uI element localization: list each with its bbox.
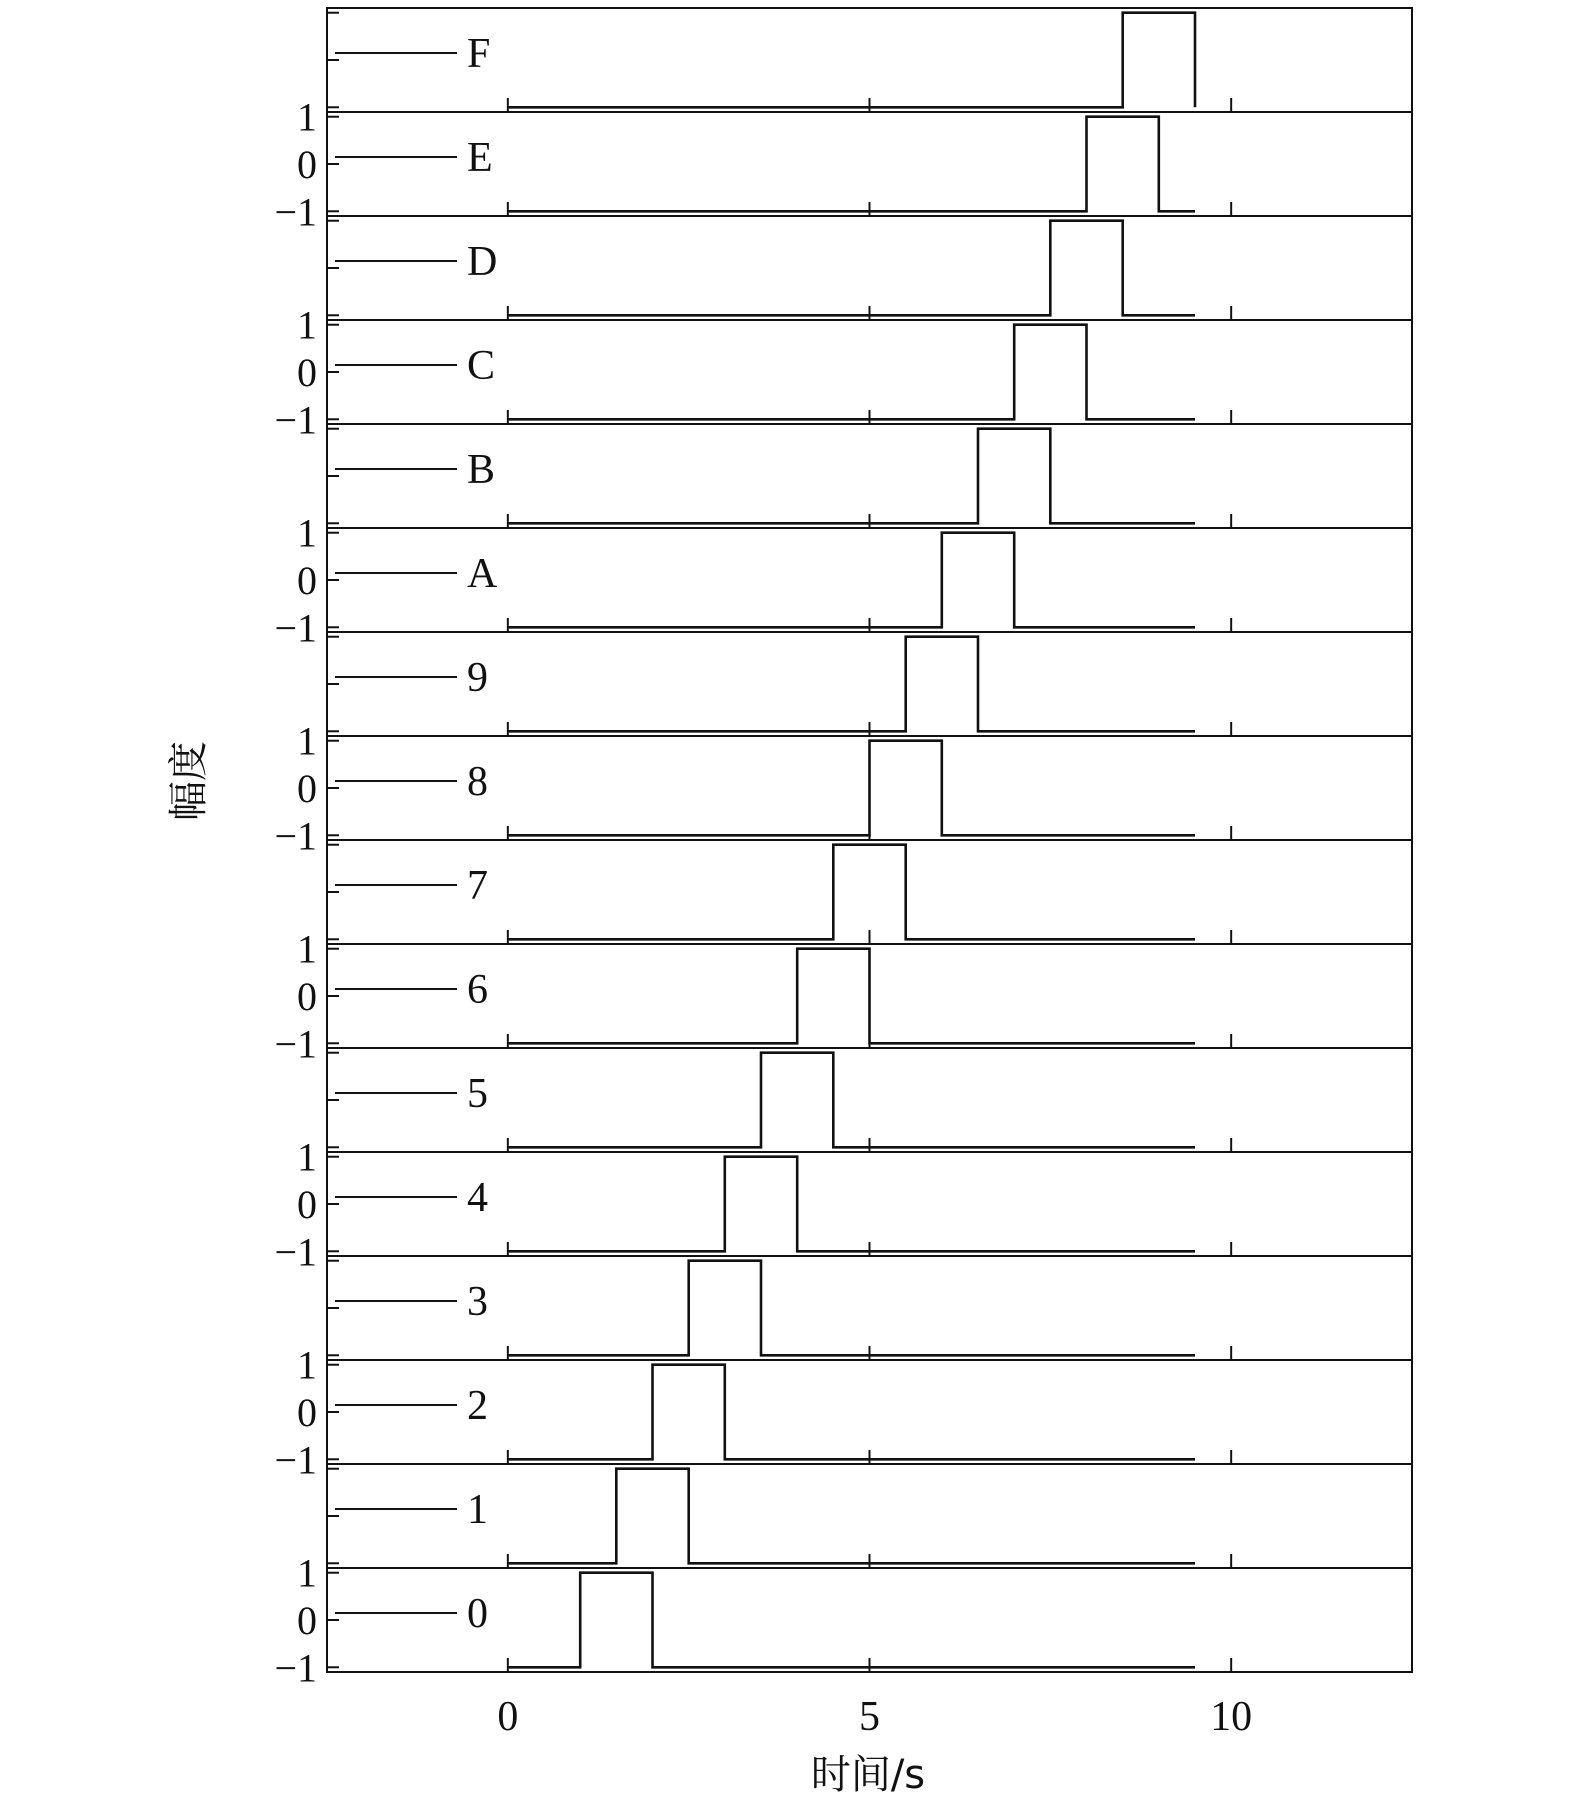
series-line-E [508, 117, 1195, 212]
y-tick-label: 1 [297, 718, 317, 764]
legend-label: 1 [467, 1487, 488, 1533]
legend-label: D [467, 239, 498, 285]
y-tick-label: −1 [274, 605, 317, 651]
panel-C [274, 303, 1412, 443]
series-line-4 [508, 1157, 1195, 1252]
y-tick-label: −1 [274, 1645, 317, 1691]
y-tick-label: 1 [297, 94, 317, 140]
y-tick-label: 0 [297, 1390, 317, 1435]
series-line-5 [508, 1053, 1195, 1148]
panel-B [327, 424, 1412, 528]
y-tick-label: 0 [297, 974, 317, 1019]
x-axis-label: 时间/s [810, 1752, 926, 1798]
panel-5 [327, 1048, 1412, 1152]
panel-3 [327, 1256, 1412, 1360]
y-tick-label: 0 [297, 142, 317, 187]
panel-F [327, 8, 1412, 112]
series-line-F [508, 13, 1195, 108]
series-line-A [508, 533, 1195, 628]
y-tick-label: 1 [297, 510, 317, 556]
series-line-7 [508, 845, 1195, 940]
panels-group [274, 8, 1412, 1690]
panel-2 [274, 1343, 1412, 1483]
panel-7 [327, 840, 1412, 944]
panel-8 [274, 719, 1412, 859]
panel-D [327, 216, 1412, 320]
legend-label: 2 [467, 1383, 488, 1429]
y-axis-label: 幅度 [166, 741, 212, 821]
legend-label: E [467, 135, 493, 181]
y-tick-label: 0 [297, 558, 317, 603]
series-line-1 [508, 1469, 1195, 1564]
x-tick-label: 5 [859, 1694, 880, 1740]
legend-label: 4 [467, 1175, 488, 1221]
series-line-B [508, 429, 1195, 524]
series-line-3 [508, 1261, 1195, 1356]
panel-1 [327, 1464, 1412, 1568]
panel-frame [327, 840, 1412, 944]
legend-label: 3 [467, 1279, 488, 1325]
panel-0 [274, 1551, 1412, 1691]
x-tick-label: 0 [497, 1694, 519, 1740]
y-tick-label: 1 [297, 1550, 317, 1596]
y-tick-label: −1 [274, 1021, 317, 1067]
panel-frame [327, 1152, 1412, 1256]
legend-label: B [467, 447, 496, 493]
panel-E [274, 95, 1412, 235]
y-tick-label: −1 [274, 189, 317, 235]
panel-4 [274, 1135, 1412, 1275]
y-tick-label: 1 [297, 926, 317, 972]
legend-label: 7 [467, 863, 488, 909]
series-line-9 [508, 637, 1195, 732]
series-line-2 [508, 1365, 1195, 1460]
series-line-8 [508, 741, 1195, 836]
panel-frame [327, 1256, 1412, 1360]
panel-frame [327, 632, 1412, 736]
legend-label: C [467, 343, 496, 389]
x-tick-label: 10 [1210, 1694, 1253, 1740]
legend-label: A [467, 551, 498, 597]
y-tick-label: 1 [297, 1134, 317, 1180]
panel-frame [327, 1360, 1412, 1464]
x-axis [497, 1694, 1252, 1740]
y-tick-label: −1 [274, 1437, 317, 1483]
y-tick-label: 1 [297, 1342, 317, 1388]
legend-label: 5 [467, 1071, 488, 1117]
legend-label: F [467, 31, 491, 77]
series-line-C [508, 325, 1195, 420]
y-tick-label: 0 [297, 1182, 317, 1227]
series-line-6 [508, 949, 1195, 1044]
y-tick-label: 1 [297, 302, 317, 348]
panel-A [274, 511, 1412, 651]
y-tick-label: 0 [297, 766, 317, 811]
panel-frame [327, 1048, 1412, 1152]
y-tick-label: −1 [274, 1229, 317, 1275]
panel-6 [274, 927, 1412, 1067]
legend-label: 0 [467, 1591, 488, 1637]
series-line-0 [508, 1573, 1195, 1668]
y-tick-label: −1 [274, 813, 317, 859]
panel-frame [327, 1464, 1412, 1568]
panel-frame [327, 1568, 1412, 1672]
legend-label: 8 [467, 759, 488, 805]
legend-label: 6 [467, 967, 488, 1013]
y-tick-label: 0 [297, 1598, 317, 1643]
y-tick-label: −1 [274, 397, 317, 443]
series-line-D [508, 221, 1195, 316]
legend-label: 9 [467, 655, 488, 701]
y-tick-label: 0 [297, 350, 317, 395]
panel-9 [327, 632, 1412, 736]
